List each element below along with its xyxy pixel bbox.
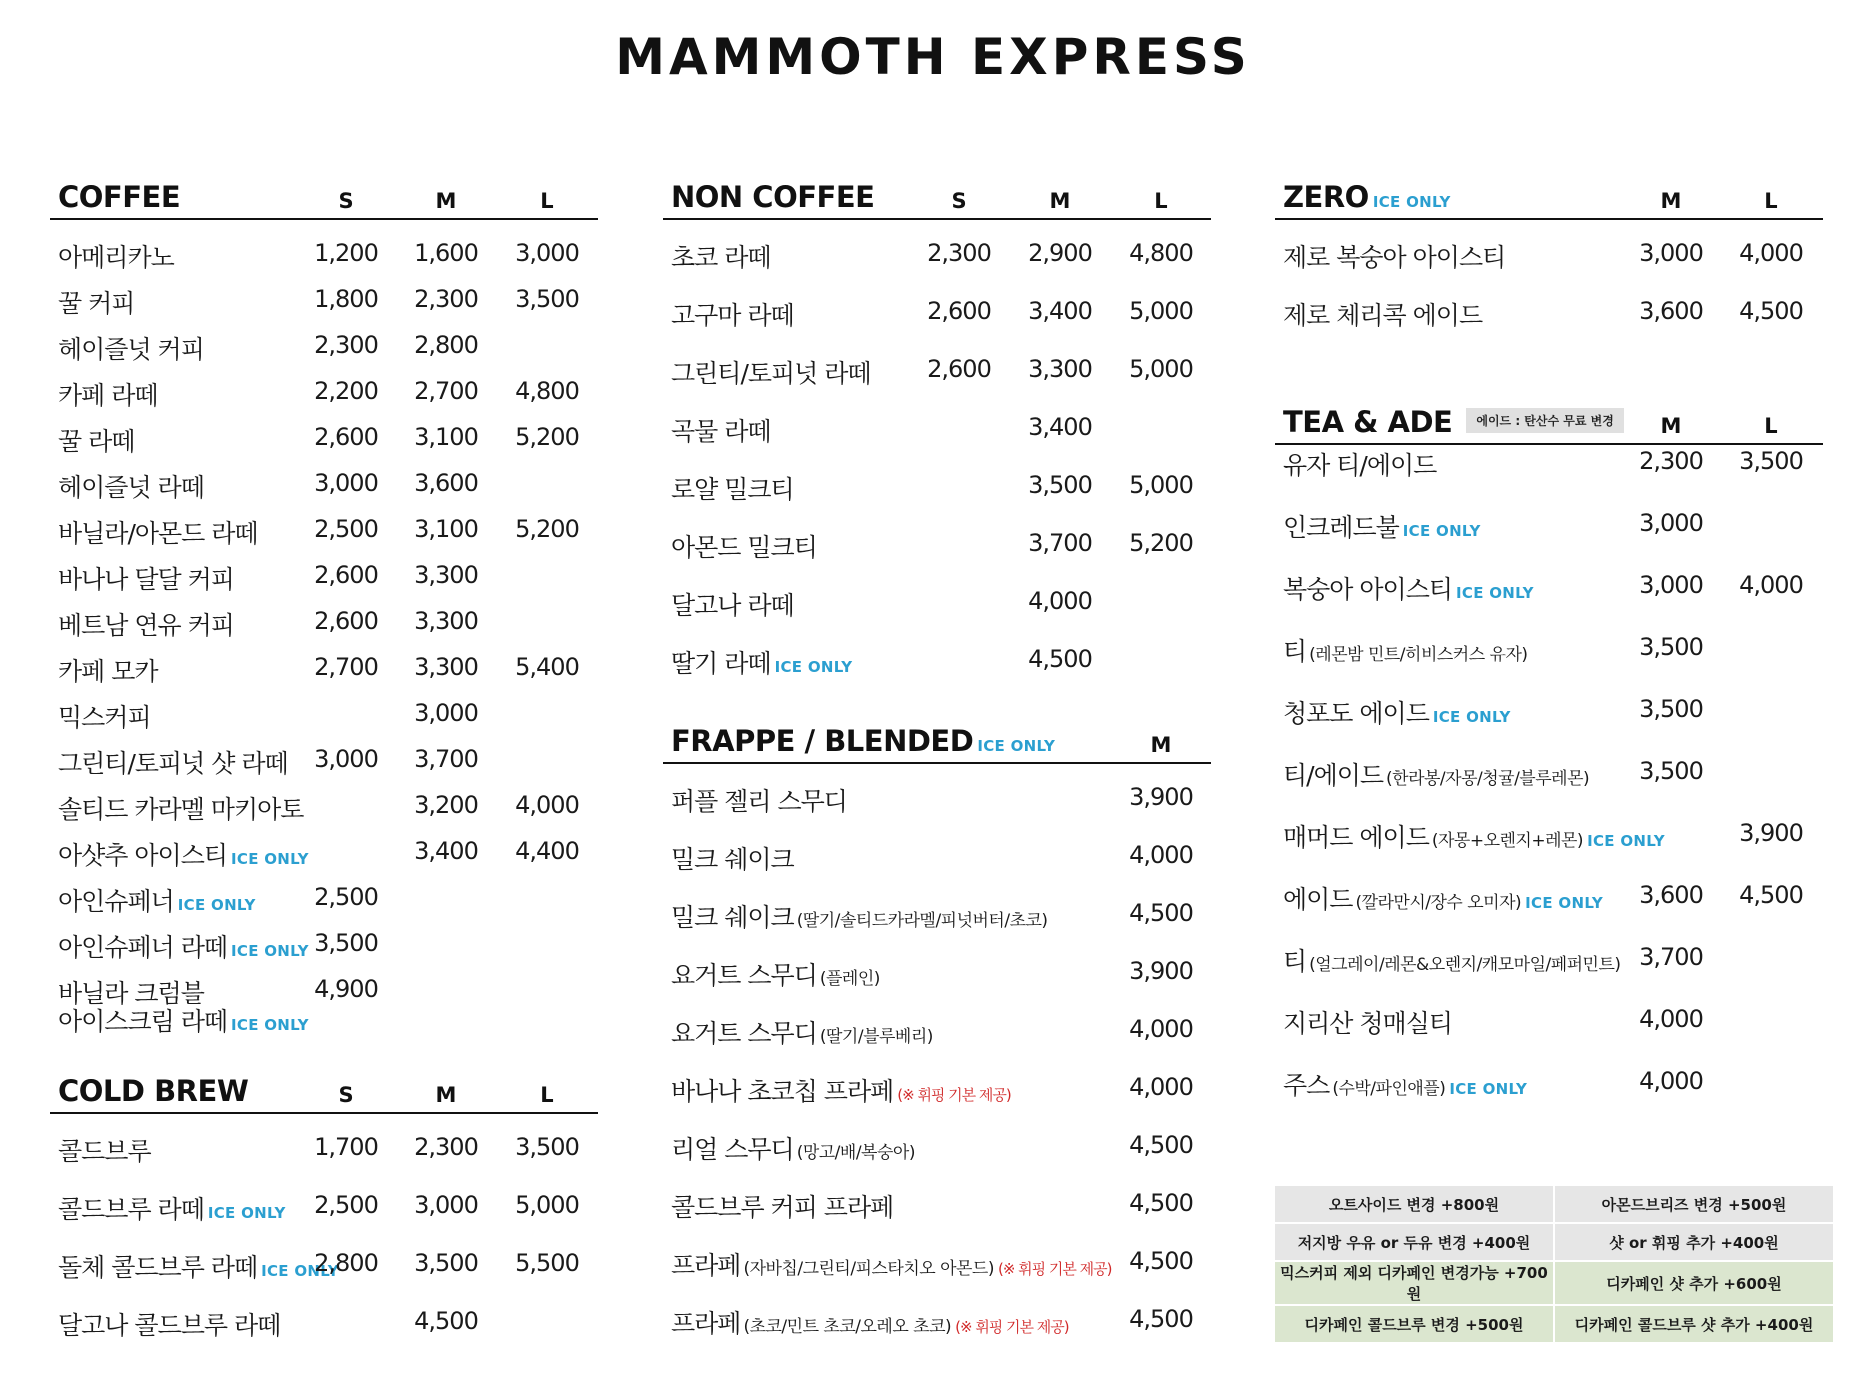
price-m: 4,500	[414, 1307, 478, 1335]
section-frappe	[663, 724, 1211, 1338]
price-m: 4,500	[1129, 1131, 1193, 1159]
item-name: 카페 모카	[58, 657, 158, 686]
price-m: 3,500	[1028, 471, 1092, 499]
price-l: 5,200	[515, 515, 579, 543]
item-name: 복숭아 아이스티 ICE ONLY	[1283, 575, 1534, 604]
price-m: 4,000	[1129, 1073, 1193, 1101]
price-s: 2,300	[927, 239, 991, 267]
item-name: 돌체 콜드브루 라떼 ICE ONLY	[58, 1253, 339, 1282]
price-m: 3,400	[1028, 413, 1092, 441]
options-row	[1274, 1305, 1834, 1343]
item-name: 솔티드 카라멜 마키아토	[58, 795, 304, 824]
price-s: 2,800	[314, 1249, 378, 1277]
price-m: 4,000	[1028, 587, 1092, 615]
item-name: 티/에이드 (한라봉/자몽/청귤/블루레몬)	[1283, 761, 1590, 790]
item-name: 초코 라떼	[671, 243, 771, 272]
price-m: 3,000	[1639, 571, 1703, 599]
price-s: 3,000	[314, 745, 378, 773]
section-non-coffee	[663, 180, 1211, 678]
section-header	[663, 180, 1211, 220]
section-title: NON COFFEE	[671, 180, 875, 214]
item-name: 바나나 초코칩 프라페 (※ 휘핑 기본 제공)	[671, 1077, 1011, 1106]
price-l: 5,000	[515, 1191, 579, 1219]
whipping-note: (※ 휘핑 기본 제공)	[997, 1260, 1112, 1278]
price-m: 3,500	[1639, 757, 1703, 785]
item-name: 그린티/토피넛 샷 라떼	[58, 749, 288, 778]
price-m: 3,100	[414, 423, 478, 451]
price-s: 4,900	[314, 975, 378, 1003]
item-variants: (딸기/블루베리)	[819, 1027, 933, 1047]
price-m: 2,700	[414, 377, 478, 405]
item-name: 아인슈페너 라떼 ICE ONLY	[58, 933, 309, 962]
option-cell: 오트사이드 변경 +800원	[1274, 1185, 1554, 1223]
item-name: 리얼 스무디 (망고/배/복숭아)	[671, 1135, 915, 1164]
price-s: 2,300	[314, 331, 378, 359]
col-label-s: S	[338, 189, 354, 213]
price-s: 2,500	[314, 1191, 378, 1219]
price-s: 1,800	[314, 285, 378, 313]
price-m: 4,500	[1129, 1189, 1193, 1217]
price-m: 4,500	[1028, 645, 1092, 673]
item-name: 바닐라/아몬드 라떼	[58, 519, 258, 548]
item-name: 유자 티/에이드	[1283, 451, 1437, 480]
price-l: 5,000	[1129, 355, 1193, 383]
item-name: 제로 체리콕 에이드	[1283, 301, 1483, 330]
item-name: 헤이즐넛 라떼	[58, 473, 204, 502]
price-m: 3,500	[414, 1249, 478, 1277]
option-cell: 샷 or 휘핑 추가 +400원	[1554, 1223, 1834, 1261]
price-s: 2,600	[314, 423, 378, 451]
price-s: 1,200	[314, 239, 378, 267]
options-row	[1274, 1261, 1834, 1305]
item-variants: (얼그레이/레몬&오렌지/캐모마일/페퍼민트)	[1309, 955, 1621, 975]
options-row	[1274, 1185, 1834, 1223]
price-s: 2,500	[314, 883, 378, 911]
price-l: 4,800	[515, 377, 579, 405]
price-m: 4,500	[1129, 1247, 1193, 1275]
price-m: 4,000	[1639, 1067, 1703, 1095]
item-name: 콜드브루 커피 프라페	[671, 1193, 894, 1222]
col-label-s: S	[951, 189, 967, 213]
price-l: 5,000	[1129, 297, 1193, 325]
item-name: 요거트 스무디 (플레인)	[671, 961, 880, 990]
col-label-l: L	[540, 189, 554, 213]
col-label-m: M	[1660, 414, 1682, 438]
item-name: 요거트 스무디 (딸기/블루베리)	[671, 1019, 933, 1048]
price-m: 3,300	[1028, 355, 1092, 383]
price-m: 2,300	[414, 1133, 478, 1161]
ice-only-tag: ICE ONLY	[1402, 522, 1481, 540]
price-m: 3,000	[1639, 239, 1703, 267]
item-name: 인크레드불 ICE ONLY	[1283, 513, 1481, 542]
col-label-m: M	[1049, 189, 1071, 213]
col-label-m: M	[1660, 189, 1682, 213]
item-variants: (자몽+오렌지+레몬)	[1431, 831, 1584, 851]
item-variants: (레몬밤 민트/히비스커스 유자)	[1309, 645, 1528, 665]
ice-only-tag: ICE ONLY	[1432, 708, 1511, 726]
ice-only-tag: ICE ONLY	[977, 737, 1056, 755]
brand-title: MAMMOTH EXPRESS	[615, 28, 1251, 86]
item-variants: (깔라만시/장수 오미자)	[1355, 893, 1522, 913]
price-m: 1,600	[414, 239, 478, 267]
price-s: 1,700	[314, 1133, 378, 1161]
col-label-m: M	[435, 189, 457, 213]
section-title: COLD BREW	[58, 1074, 249, 1108]
option-cell: 아몬드브리즈 변경 +500원	[1554, 1185, 1834, 1223]
section-coffee	[50, 180, 598, 1036]
col-label-m: M	[435, 1083, 457, 1107]
item-name: 밀크 쉐이크	[671, 845, 794, 874]
price-l: 5,200	[515, 423, 579, 451]
price-m: 3,300	[414, 561, 478, 589]
price-m: 3,400	[1028, 297, 1092, 325]
price-m: 3,300	[414, 607, 478, 635]
price-m: 2,900	[1028, 239, 1092, 267]
ice-only-tag: ICE ONLY	[231, 850, 309, 868]
price-m: 4,000	[1129, 841, 1193, 869]
option-cell: 믹스커피 제외 디카페인 변경가능 +700원	[1274, 1261, 1554, 1305]
item-name: 그린티/토피넛 라떼	[671, 359, 871, 388]
price-m: 3,000	[414, 1191, 478, 1219]
price-l: 5,500	[515, 1249, 579, 1277]
price-l: 3,500	[515, 285, 579, 313]
price-s: 2,700	[314, 653, 378, 681]
item-name: 아샷추 아이스티 ICE ONLY	[58, 841, 309, 870]
item-variants: (망고/배/복숭아)	[796, 1143, 915, 1163]
section-zero	[1275, 180, 1823, 330]
price-m: 3,100	[414, 515, 478, 543]
price-s: 2,600	[927, 297, 991, 325]
price-s: 3,000	[314, 469, 378, 497]
section-tea-ade	[1275, 405, 1823, 1100]
col-label-s: S	[338, 1083, 354, 1107]
price-m: 3,500	[1639, 633, 1703, 661]
price-m: 2,300	[414, 285, 478, 313]
price-s: 2,600	[314, 607, 378, 635]
item-variants: (자바칩/그린티/피스타치오 아몬드)	[743, 1259, 994, 1279]
item-variants: (한라봉/자몽/청귤/블루레몬)	[1386, 769, 1590, 789]
price-m: 3,400	[414, 837, 478, 865]
item-variants: (딸기/솔티드카라멜/피넛버터/초코)	[796, 911, 1048, 931]
option-cell: 디카페인 샷 추가 +600원	[1554, 1261, 1834, 1305]
options-row	[1274, 1223, 1834, 1261]
price-m: 3,600	[1639, 297, 1703, 325]
ice-only-tag: ICE ONLY	[774, 658, 853, 676]
price-l: 4,400	[515, 837, 579, 865]
item-variants: (플레인)	[819, 969, 880, 989]
item-name: 믹스커피	[58, 703, 151, 732]
whipping-note: (※ 휘핑 기본 제공)	[897, 1086, 1011, 1104]
item-name: 아인슈페너 ICE ONLY	[58, 887, 256, 916]
item-variants: (초코/민트 초코/오레오 초코)	[743, 1317, 952, 1337]
price-l: 3,000	[515, 239, 579, 267]
item-name: 달고나 콜드브루 라떼	[58, 1311, 281, 1340]
item-name: 곡물 라떼	[671, 417, 771, 446]
price-l: 4,800	[1129, 239, 1193, 267]
option-cell: 디카페인 콜드브루 샷 추가 +400원	[1554, 1305, 1834, 1343]
item-name: 주스 (수박/파인애플) ICE ONLY	[1283, 1071, 1528, 1100]
item-name: 베트남 연유 커피	[58, 611, 234, 640]
ice-only-tag: ICE ONLY	[1372, 193, 1451, 211]
price-m: 3,600	[414, 469, 478, 497]
item-name: 헤이즐넛 커피	[58, 335, 204, 364]
item-name: 달고나 라떼	[671, 591, 794, 620]
price-s: 3,500	[314, 929, 378, 957]
item-name: 바닐라 크럼블	[58, 979, 204, 1008]
section-header	[50, 180, 598, 220]
price-m: 3,300	[414, 653, 478, 681]
item-name: 밀크 쉐이크 (딸기/솔티드카라멜/피넛버터/초코)	[671, 903, 1048, 932]
price-m: 3,900	[1129, 957, 1193, 985]
price-l: 4,000	[1739, 239, 1803, 267]
ice-only-tag: ICE ONLY	[1449, 1080, 1528, 1098]
price-s: 2,600	[927, 355, 991, 383]
item-name: 카페 라떼	[58, 381, 158, 410]
item-name: 프라페 (자바칩/그린티/피스타치오 아몬드) (※ 휘핑 기본 제공)	[671, 1251, 1112, 1280]
ice-only-tag: ICE ONLY	[177, 896, 256, 914]
item-name: 딸기 라떼 ICE ONLY	[671, 649, 853, 678]
price-m: 3,900	[1129, 783, 1193, 811]
ice-only-tag: ICE ONLY	[231, 942, 309, 960]
price-m: 3,700	[414, 745, 478, 773]
price-l: 4,500	[1739, 297, 1803, 325]
item-name: 콜드브루 라떼 ICE ONLY	[58, 1195, 286, 1224]
price-l: 5,200	[1129, 529, 1193, 557]
item-name: 매머드 에이드 (자몽+오렌지+레몬) ICE ONLY	[1283, 823, 1665, 852]
item-name: 퍼플 젤리 스무디	[671, 787, 847, 816]
section-header	[50, 1074, 598, 1114]
item-name: 티 (레몬밤 민트/히비스커스 유자)	[1283, 637, 1528, 666]
price-s: 2,200	[314, 377, 378, 405]
item-name: 꿀 라떼	[58, 427, 135, 456]
price-m: 4,500	[1129, 899, 1193, 927]
ade-note-badge: 에이드 : 탄산수 무료 변경	[1466, 408, 1623, 433]
ice-only-tag: ICE ONLY	[1456, 584, 1534, 602]
col-label-l: L	[1764, 414, 1778, 438]
item-variants: (수박/파인애플)	[1332, 1079, 1446, 1099]
col-label-l: L	[1154, 189, 1168, 213]
section-title: FRAPPE / BLENDED ICE ONLY	[671, 724, 1056, 758]
price-s: 2,500	[314, 515, 378, 543]
whipping-note: (※ 휘핑 기본 제공)	[955, 1318, 1069, 1336]
item-name: 고구마 라떼	[671, 301, 794, 330]
item-name-line2: 아이스크림 라떼 ICE ONLY	[58, 1007, 309, 1036]
option-cell: 디카페인 콜드브루 변경 +500원	[1274, 1305, 1554, 1343]
price-s: 2,600	[314, 561, 378, 589]
item-name: 제로 복숭아 아이스티	[1283, 243, 1506, 272]
item-name: 청포도 에이드 ICE ONLY	[1283, 699, 1511, 728]
price-l: 4,000	[1739, 571, 1803, 599]
ice-only-tag: ICE ONLY	[261, 1262, 339, 1280]
item-name: 티 (얼그레이/레몬&오렌지/캐모마일/페퍼민트)	[1283, 947, 1621, 976]
item-name: 꿀 커피	[58, 289, 135, 318]
price-l: 3,900	[1739, 819, 1803, 847]
price-m: 3,700	[1028, 529, 1092, 557]
section-title: TEA & ADE 에이드 : 탄산수 무료 변경	[1283, 405, 1624, 439]
col-label-l: L	[540, 1083, 554, 1107]
price-m: 3,600	[1639, 881, 1703, 909]
section-header	[1275, 180, 1823, 220]
section-title: COFFEE	[58, 180, 181, 214]
price-l: 3,500	[515, 1133, 579, 1161]
col-label-l: L	[1764, 189, 1778, 213]
item-name: 지리산 청매실티	[1283, 1009, 1452, 1038]
item-name: 바나나 달달 커피	[58, 565, 234, 594]
section-header	[1275, 405, 1823, 445]
price-m: 4,000	[1129, 1015, 1193, 1043]
ice-only-tag: ICE ONLY	[231, 1016, 309, 1034]
price-m: 4,500	[1129, 1305, 1193, 1333]
price-m: 3,700	[1639, 943, 1703, 971]
section-header	[663, 724, 1211, 764]
price-m: 3,500	[1639, 695, 1703, 723]
price-m: 2,800	[414, 331, 478, 359]
ice-only-tag: ICE ONLY	[1587, 832, 1665, 850]
price-l: 5,400	[515, 653, 579, 681]
price-l: 5,000	[1129, 471, 1193, 499]
option-cell: 저지방 우유 or 두유 변경 +400원	[1274, 1223, 1554, 1261]
ice-only-tag: ICE ONLY	[1525, 894, 1604, 912]
item-name: 프라페 (초코/민트 초코/오레오 초코) (※ 휘핑 기본 제공)	[671, 1309, 1069, 1338]
price-m: 2,300	[1639, 447, 1703, 475]
price-l: 4,500	[1739, 881, 1803, 909]
ice-only-tag: ICE ONLY	[207, 1204, 286, 1222]
price-m: 4,000	[1639, 1005, 1703, 1033]
section-cold-brew	[50, 1074, 598, 1340]
price-m: 3,000	[1639, 509, 1703, 537]
item-name: 로얄 밀크티	[671, 475, 794, 504]
price-m: 3,000	[414, 699, 478, 727]
price-l: 3,500	[1739, 447, 1803, 475]
item-name: 콜드브루	[58, 1137, 151, 1166]
price-l: 4,000	[515, 791, 579, 819]
item-name: 아메리카노	[58, 243, 174, 272]
col-label-m: M	[1150, 733, 1172, 757]
item-name: 에이드 (깔라만시/장수 오미자) ICE ONLY	[1283, 885, 1604, 914]
price-m: 3,200	[414, 791, 478, 819]
section-title: ZERO ICE ONLY	[1283, 180, 1451, 214]
item-name: 아몬드 밀크티	[671, 533, 817, 562]
options-table	[1273, 1184, 1835, 1344]
